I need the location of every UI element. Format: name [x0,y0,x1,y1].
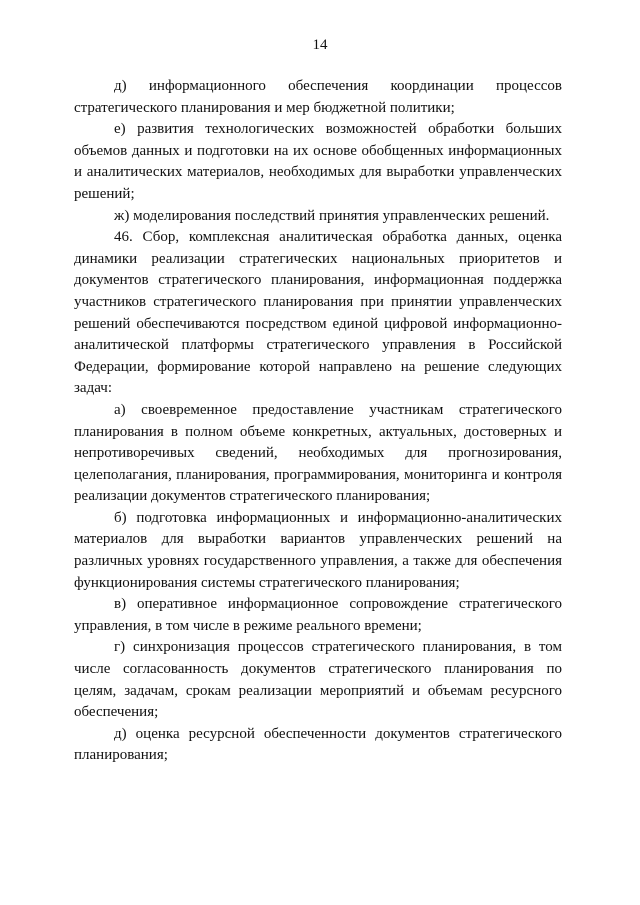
paragraph-d-info-coordination: д) информационного обеспечения координации процессов стратегического планирования и мер бюджетной политики; [74,78,562,116]
paragraph-zh-modeling: ж) моделирования последствий принятия управленческих решений. [114,207,550,224]
paragraph-b-preparation: б) подготовка информационных и информационно-аналитических материалов для выработки вариантов управленческих решений на различных уровнях государственного управления, а также для обеспечения функционирования системы стратегического планирования; [74,509,562,591]
document-body [74,76,562,767]
paragraph-v-operational-support: в) оперативное информационное сопровождение стратегического управления, в том числе в режиме реального времени; [74,596,562,634]
paragraph-d-resource-assessment: д) оценка ресурсной обеспеченности документов стратегического планирования; [74,725,562,764]
paragraph-e-data-processing: е) развития технологических возможностей обработки больших объемов данных и подготовки на их основе обобщенных информационных и аналитических материалов, необходимых для выработки управленческих решений; [74,121,562,202]
page-number: 14 [312,37,328,53]
paragraph-46-platform: 46. Сбор, комплексная аналитическая обработка данных, оценка динамики реализации стратегических национальных приоритетов и документов стратегического планирования, информационная поддержка участников стратегического планирования при принятии управленческих решений обеспечиваются посредством единой цифровой информационно-аналитической платформы стратегического управления в Российской Федерации, формирование которой направлено на решение следующих задач: [74,229,562,397]
paragraph-a-timely-provision: а) своевременное предоставление участникам стратегического планирования в полном объеме конкретных, актуальных, достоверных и непротиворечивых сведений, необходимых для прогнозирования, целеполагания, планирования, программирования, мониторинга и контроля реализации документов стратегического планирования; [74,401,562,505]
paragraph-g-synchronization: г) синхронизация процессов стратегического планирования, в том числе согласованность документов стратегического планирования по целям, задачам, срокам реализации мероприятий и объемам ресурсного обеспечения; [74,639,562,721]
